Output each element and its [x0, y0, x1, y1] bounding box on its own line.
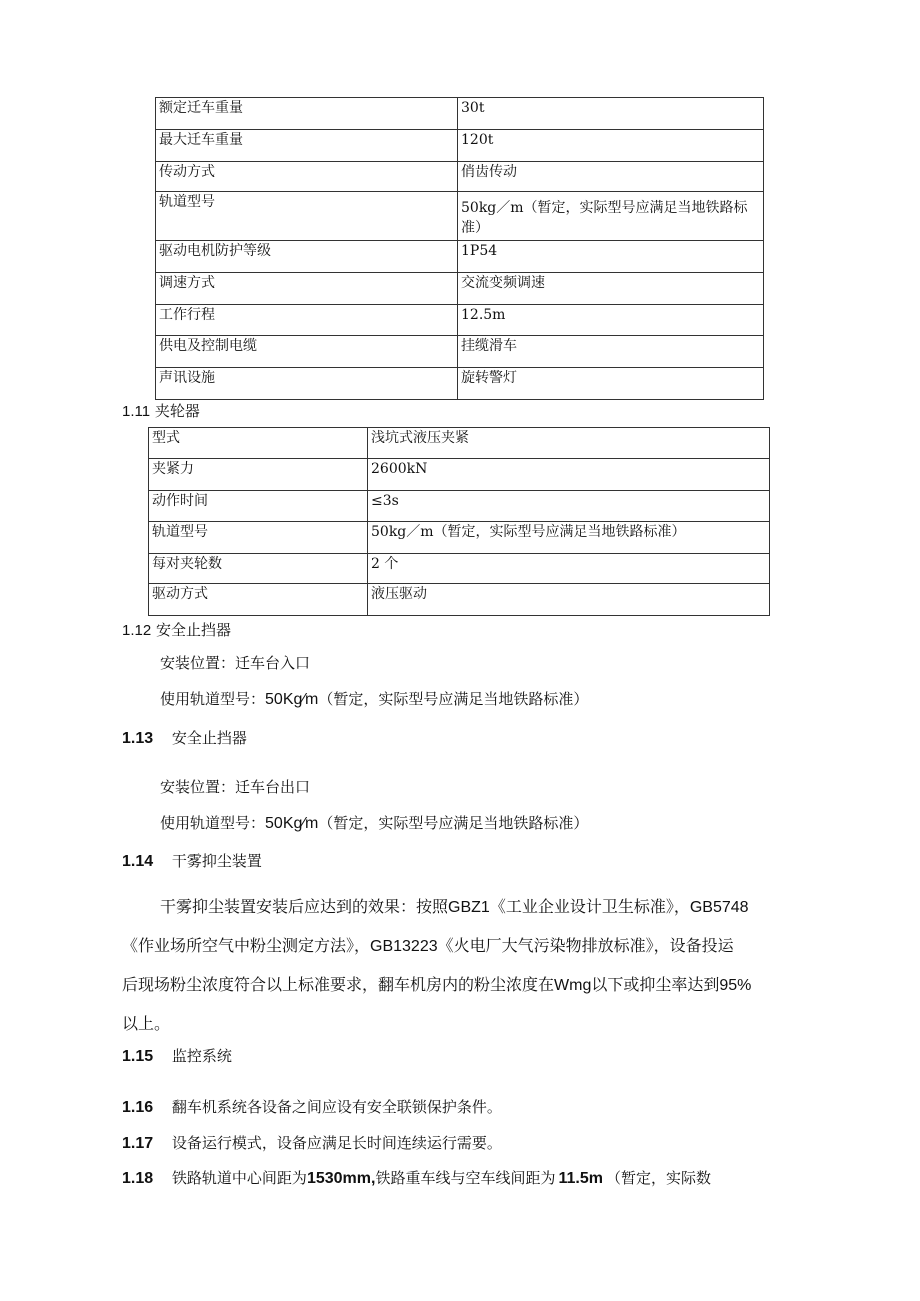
- table-cell: 2 个: [368, 554, 770, 584]
- text-run: （暂定，实际数: [605, 1169, 711, 1187]
- section-title: 干雾抑尘装置: [171, 852, 262, 870]
- table-row: [156, 273, 764, 305]
- section-heading-1-18: [122, 1168, 711, 1189]
- table-cell: 额定迁车重量: [156, 98, 458, 130]
- section-title: 设备运行模式，设备应满足长时间连续运行需要。: [171, 1134, 502, 1152]
- text-run: GB13223: [370, 938, 438, 955]
- rail-type-value: 50Kg∕m: [265, 691, 319, 708]
- spec-table-wheel-clamp: [148, 427, 770, 616]
- table-cell: 驱动方式: [149, 584, 368, 616]
- section-number: 1.13: [122, 730, 154, 747]
- table-cell: 30t: [458, 98, 764, 130]
- table-cell: 轨道型号: [149, 522, 368, 554]
- rail-type-1-13: [160, 812, 588, 835]
- section-title: 安全止挡器: [155, 621, 231, 639]
- rail-type-note: （暂定，实际型号应满足当地铁路标准）: [318, 814, 589, 832]
- table-cell: 50kg／m（暂定，实际型号应满足当地铁路标准）: [458, 192, 764, 241]
- table-cell: 型式: [149, 428, 368, 459]
- table-cell: 调速方式: [156, 273, 458, 305]
- section-title: 安全止挡器: [171, 729, 247, 747]
- section-heading-1-13: [122, 728, 247, 749]
- section-heading-1-17: [122, 1133, 502, 1154]
- section-number: 1.16: [122, 1099, 154, 1116]
- install-location-1-13: 安装位置：迁车台出口: [160, 778, 311, 796]
- paragraph-line: [122, 966, 802, 1005]
- table-row: [149, 491, 770, 522]
- rail-type-note: （暂定，实际型号应满足当地铁路标准）: [318, 690, 589, 708]
- paragraph-line: [122, 927, 802, 966]
- table-cell: 1P54: [458, 241, 764, 273]
- table-cell: 挂缆滑车: [458, 336, 764, 368]
- section-title: 监控系统: [171, 1047, 232, 1065]
- text-run: 95%: [719, 977, 752, 994]
- table-row: [149, 428, 770, 459]
- line-spacing-value: 11.5m: [558, 1170, 603, 1187]
- table-row: [156, 368, 764, 400]
- table-cell: 工作行程: [156, 305, 458, 336]
- text-run: 《火电厂大气污染物排放标准》，设备投运: [437, 936, 734, 955]
- table-cell: 最大迁车重量: [156, 130, 458, 162]
- rail-type-label: 使用轨道型号：: [160, 690, 266, 708]
- text-run: 《作业场所空气中粉尘测定方法》，: [122, 936, 371, 955]
- table-cell: 俏齿传动: [458, 162, 764, 192]
- table-cell: 动作时间: [149, 491, 368, 522]
- table-cell: 每对夹轮数: [149, 554, 368, 584]
- table-row: [156, 162, 764, 192]
- install-location-1-12: 安装位置：迁车台入口: [160, 654, 311, 672]
- table-row: [156, 241, 764, 273]
- text-run: 铁路轨道中心间距为: [171, 1169, 307, 1187]
- paragraph-line: 以上。: [122, 1014, 171, 1033]
- text-run: 后现场粉尘浓度符合以上标准要求，翻车机房内的粉尘浓度在: [122, 975, 555, 994]
- section-number: 1.14: [122, 853, 154, 870]
- spec-table-transfer-car: [155, 97, 764, 400]
- table-cell: 交流变频调速: [458, 273, 764, 305]
- table-cell: 声讯设施: [156, 368, 458, 400]
- section-title: 翻车机系统各设备之间应设有安全联锁保护条件。: [171, 1098, 502, 1116]
- section-title: 夹轮器: [154, 402, 200, 420]
- section-heading-1-11: [122, 401, 200, 422]
- table-cell: 浅坑式液压夹紧: [368, 428, 770, 459]
- table-cell: 供电及控制电缆: [156, 336, 458, 368]
- table-row: [156, 130, 764, 162]
- section-heading-1-16: [122, 1097, 502, 1118]
- track-spacing-value: 1530mm,: [306, 1170, 376, 1187]
- text-run: Wmg: [554, 977, 592, 994]
- text-run: GBZ1: [448, 899, 490, 916]
- text-run: GB5748: [689, 899, 749, 916]
- text-run: 干雾抑尘装置安装后应达到的效果：按照: [160, 897, 449, 916]
- table-cell: ≤3s: [368, 491, 770, 522]
- text-run: 以下或抑尘率达到: [591, 975, 720, 994]
- section-number: 1.15: [122, 1048, 154, 1065]
- table-row: [156, 305, 764, 336]
- paragraph-line: [122, 888, 802, 927]
- table-cell: 轨道型号: [156, 192, 458, 241]
- table-row: [149, 584, 770, 616]
- table-row: [149, 554, 770, 584]
- table-row: [156, 98, 764, 130]
- dust-suppression-paragraph: [122, 888, 802, 1043]
- table-row: [156, 192, 764, 241]
- rail-type-label: 使用轨道型号：: [160, 814, 266, 832]
- rail-type-value: 50Kg∕m: [265, 815, 319, 832]
- section-number: 1.12: [122, 622, 152, 639]
- table-cell: 传动方式: [156, 162, 458, 192]
- table-row: [149, 459, 770, 491]
- section-heading-1-15: [122, 1046, 232, 1067]
- section-number: 1.11: [122, 403, 151, 420]
- table-cell: 120t: [458, 130, 764, 162]
- table-cell: 液压驱动: [368, 584, 770, 616]
- table-cell: 2600kN: [368, 459, 770, 491]
- section-number: 1.18: [122, 1170, 154, 1187]
- section-heading-1-12: [122, 620, 231, 641]
- table-row: [156, 336, 764, 368]
- table-row: [149, 522, 770, 554]
- text-run: 铁路重车线与空车线间距为: [375, 1169, 556, 1187]
- section-number: 1.17: [122, 1135, 154, 1152]
- table-cell: 旋转警灯: [458, 368, 764, 400]
- rail-type-1-12: [160, 688, 588, 711]
- text-run: 《工业企业设计卫生标准》，: [489, 897, 690, 916]
- table-cell: 12.5m: [458, 305, 764, 336]
- table-cell: 夹紧力: [149, 459, 368, 491]
- table-cell: 50kg／m（暂定，实际型号应满足当地铁路标准）: [368, 522, 770, 554]
- section-heading-1-14: [122, 851, 262, 872]
- table-cell: 驱动电机防护等级: [156, 241, 458, 273]
